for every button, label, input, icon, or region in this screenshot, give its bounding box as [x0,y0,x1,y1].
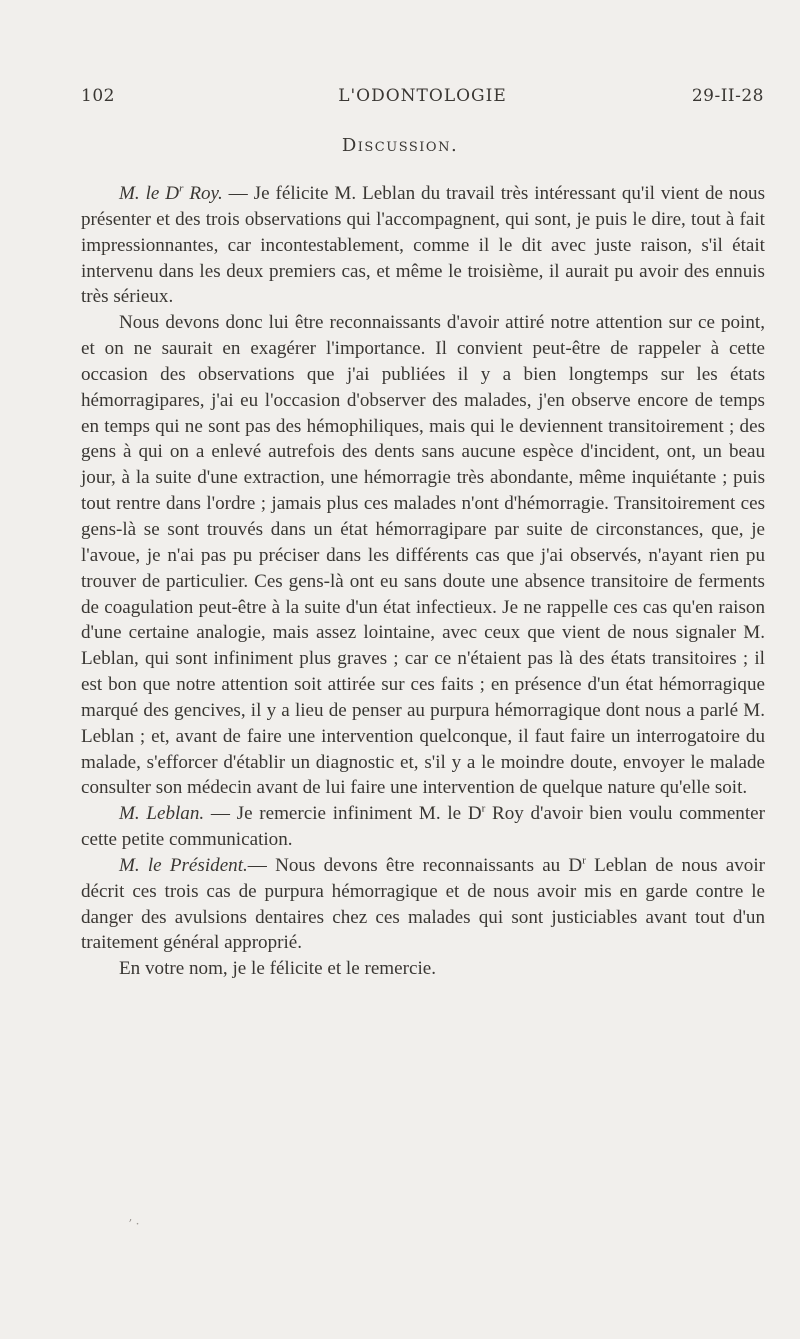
section-title: Discussion. [341,135,459,156]
paragraph-text: — Je remercie infiniment M. le $D^r$ Roy d'avoir bien voulu commenter cette petite communication. [81,802,765,851]
paper-specks: ʼ · [128,1217,140,1231]
paragraph-closing [81,956,765,982]
issue-date: 29-II-28 [691,86,764,106]
speaker-name: M. Leblan. [119,803,205,825]
speaker-name: M. le $D^r$ Roy. [119,182,223,204]
journal-title: L'ODONTOLOGIE [338,86,507,106]
running-header [81,86,764,110]
paragraph-roy [81,181,765,310]
paragraph-leblan [81,801,765,853]
discussion-body [81,181,765,982]
paragraph-president [81,853,765,956]
paragraph-text: Nous devons donc lui être reconnaissants d'avoir attiré notre attention sur ce point, et on ne saurait en exagérer l'importance. Il convient peut-être de rappeler à cette occasion des observations que j'ai publiées il y a bien longtemps sur les états hémorragipares, j'ai eu l'occasion d'observer des malades, j'en observe encore de temps en temps qui ne sont pas des hémophiliques, mais qui le deviennent transitoirement ; des gens à qui on a enlevé autrefois des dents sans aucune espèce d'incident, ont, un beau jour, à la suite d'une extraction, une hémorragie très abondante, même inquiétante ; puis tout rentre dans l'ordre ; jamais plus ces malades n'ont d'hémorragie. Transitoirement ces gens-là se sont trouvés dans un état hémorragipare par suite de circonstances, que, je l'avoue, je n'ai pas pu préciser dans les différents cas que j'ai observés, n'ayant rien pu trouver de particulier. Ces gens-là ont eu sans doute une absence transitoire de ferments de coagulation peut-être à la suite d'un état infectieux. Je ne rappelle ces cas qu'en raison d'une certaine analogie, mais assez lointaine, avec ceux que vient de nous signaler M. Leblan, qui sont infiniment plus graves ; car ce n'étaient pas là des états transitoires ; il est bon que notre attention soit attirée sur ces faits ; en présence d'un état hémorragique marqué des gencives, il y a lieu de penser au purpura hémorragique dont nous a parlé M. Leblan ; et, avant de faire une intervention quelconque, il faut faire un interrogatoire du malade, s'efforcer d'établir un diagnostic et, s'il y a le moindre doute, envoyer le malade consulter son médecin avant de lui faire une intervention de quelque nature qu'elle soit. [81,312,765,799]
paragraph-roy-continued [81,310,765,801]
page-number: 102 [81,86,115,106]
paragraph-text: — Je félicite M. Leblan du travail très intéressant qu'il vient de nous présenter et des trois observations qui l'accompagnent, qui sont, je puis le dire, tout à fait impressionnantes, car incontestablement, comme il le dit avec juste raison, s'il était intervenu dans les deux premiers cas, et même le troisième, il aurait pu avoir des ennuis très sérieux. [81,183,766,308]
paragraph-text: — Nous devons être reconnaissants au $D^r$ Leblan de nous avoir décrit ces trois cas de purpura hémorragique et de nous avoir mis en garde contre le danger des avulsions dentaires chez ces malades qui sont justiciables avant tout d'un traitement général approprié. [81,854,765,954]
paragraph-text: En votre nom, je le félicite et le remercie. [119,958,437,980]
speaker-name: M. le Président. [119,854,248,876]
